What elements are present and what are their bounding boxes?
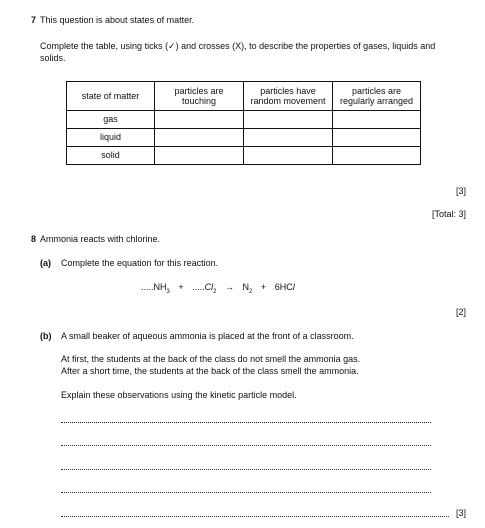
part-b-observation-1: At first, the students at the back of the class do not smell the ammonia gas. [61,354,361,364]
answer-cell-liquid-touching[interactable] [155,129,244,147]
states-of-matter-table [66,81,421,165]
part-a-marks: [2] [455,307,466,317]
answer-cell-liquid-arranged[interactable] [333,129,421,147]
table-row [67,111,421,129]
answer-line[interactable] [61,469,431,470]
coefficient-blank-nh3[interactable]: ..... [141,282,154,292]
table-row [67,147,421,165]
question-7-marks: [3] [455,186,466,196]
plus-sign: + [178,282,184,292]
question-7-total: [Total: 3] [431,209,466,219]
answer-cell-gas-arranged[interactable] [333,111,421,129]
header-state-of-matter: state of matter [67,82,155,111]
formula-hc: HC [279,282,293,292]
answer-line[interactable] [61,422,431,423]
hcl-coefficient: 6 [274,282,280,292]
answer-cell-solid-touching[interactable] [155,147,244,165]
coefficient-blank-cl2[interactable]: ..... [192,282,205,292]
part-b-marks: [3] [455,508,466,518]
formula-n-subscript: 2 [249,288,253,295]
header-regularly-arranged: particles are regularly arranged [333,82,421,111]
formula-nh: NH [153,282,167,292]
answer-line[interactable] [61,445,431,446]
part-a-label: (a) [40,258,51,268]
part-b-text: A small beaker of aqueous ammonia is placed at the front of a classroom. [61,331,354,341]
formula-nh-subscript: 3 [166,288,170,295]
answer-cell-solid-random[interactable] [244,147,333,165]
question-7-instruction-line-1: Complete the table, using ticks (✓) and crosses (X), to describe the properties of gases, liquids and [40,41,436,51]
table-row [67,129,421,147]
table-header-row [67,82,421,111]
question-7-instruction-line-2: solids. [40,53,66,63]
question-8-stem: Ammonia reacts with chlorine. [40,234,161,244]
answer-line[interactable] [61,516,449,517]
row-label-liquid: liquid [67,129,155,147]
question-7-number: 7 [31,15,37,25]
answer-cell-gas-touching[interactable] [155,111,244,129]
chemical-equation [141,282,295,296]
reaction-arrow-icon: → [225,282,235,292]
header-particles-touching: particles are touching [155,82,244,111]
question-8-number: 8 [31,234,37,244]
formula-n: N [242,282,250,292]
header-random-movement: particles have random movement [244,82,333,111]
formula-cl: Cl [204,282,214,292]
row-label-solid: solid [67,147,155,165]
formula-l: l [292,282,295,292]
plus-sign: + [260,282,267,292]
row-label-gas: gas [67,111,155,129]
answer-cell-solid-arranged[interactable] [333,147,421,165]
question-7-stem: This question is about states of matter. [40,15,195,25]
answer-cell-liquid-random[interactable] [244,129,333,147]
part-a-text: Complete the equation for this reaction. [61,258,219,268]
answer-cell-gas-random[interactable] [244,111,333,129]
part-b-prompt: Explain these observations using the kinetic particle model. [61,390,297,400]
answer-line[interactable] [61,492,431,493]
part-b-label: (b) [40,331,52,341]
formula-cl-subscript: 2 [213,288,217,295]
part-b-observation-2: After a short time, the students at the back of the class smell the ammonia. [61,366,359,376]
